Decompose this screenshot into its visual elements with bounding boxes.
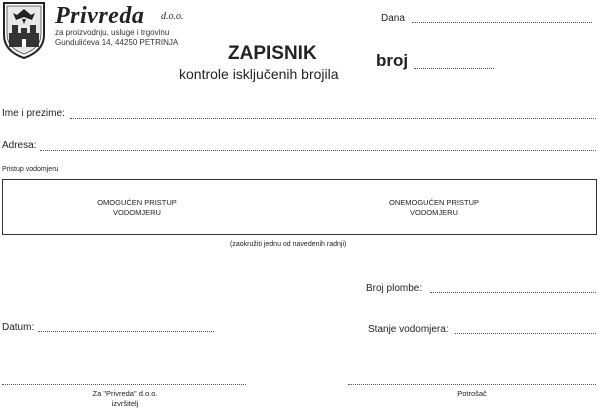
option-enabled-line1: OMOGUĆEN PRISTUP: [97, 198, 177, 207]
document-number-label: broj: [376, 51, 409, 70]
company-tagline: za proizvodnju, usluge i trgovinu: [55, 28, 170, 37]
seal-number-label: Broj plombe:: [366, 283, 423, 294]
option-disabled-line1: ONEMOGUĆEN PRISTUP: [388, 198, 479, 207]
date-field[interactable]: [412, 22, 592, 23]
option-enabled-line2: VODOMJERU: [113, 208, 161, 217]
document-title: ZAPISNIK: [228, 43, 317, 64]
consumer-signature-caption: Potrošač: [457, 389, 487, 398]
document-subtitle: kontrole isključenih brojila: [179, 66, 339, 82]
option-access-enabled[interactable]: [67, 198, 207, 218]
company-signature-line[interactable]: [2, 384, 246, 385]
datum-field[interactable]: [38, 331, 214, 332]
seal-number-field[interactable]: [430, 292, 596, 293]
meter-state-label: Stanje vodomjera:: [368, 324, 449, 335]
datum-label: Datum:: [2, 322, 35, 333]
meter-state-field[interactable]: [455, 333, 596, 334]
consumer-signature-line[interactable]: [348, 384, 596, 385]
address-label: Adresa:: [2, 140, 37, 151]
address-field[interactable]: [40, 150, 596, 151]
company-signature-caption: [60, 389, 190, 409]
access-label: Pristup vodomjeru: [2, 166, 59, 173]
company-brand: Privreda: [55, 3, 145, 29]
option-disabled-line2: VODOMJERU: [410, 208, 458, 217]
date-label: Dana: [381, 13, 405, 24]
company-signature-line1: Za "Privreda" d.o.o.: [92, 389, 158, 398]
company-address: Gundulićeva 14, 44250 PETRINJA: [55, 38, 179, 47]
city-coat-of-arms-icon: [2, 1, 46, 59]
document-number-field[interactable]: [414, 68, 494, 69]
circle-note: (zaokružiti jednu od navedenih radnji): [230, 241, 347, 248]
name-label: Ime i prezime:: [2, 108, 65, 119]
company-suffix: d.o.o.: [161, 11, 184, 22]
name-field[interactable]: [70, 118, 596, 119]
option-access-disabled[interactable]: [364, 198, 504, 218]
company-signature-line2: izvršitelj: [111, 399, 139, 408]
